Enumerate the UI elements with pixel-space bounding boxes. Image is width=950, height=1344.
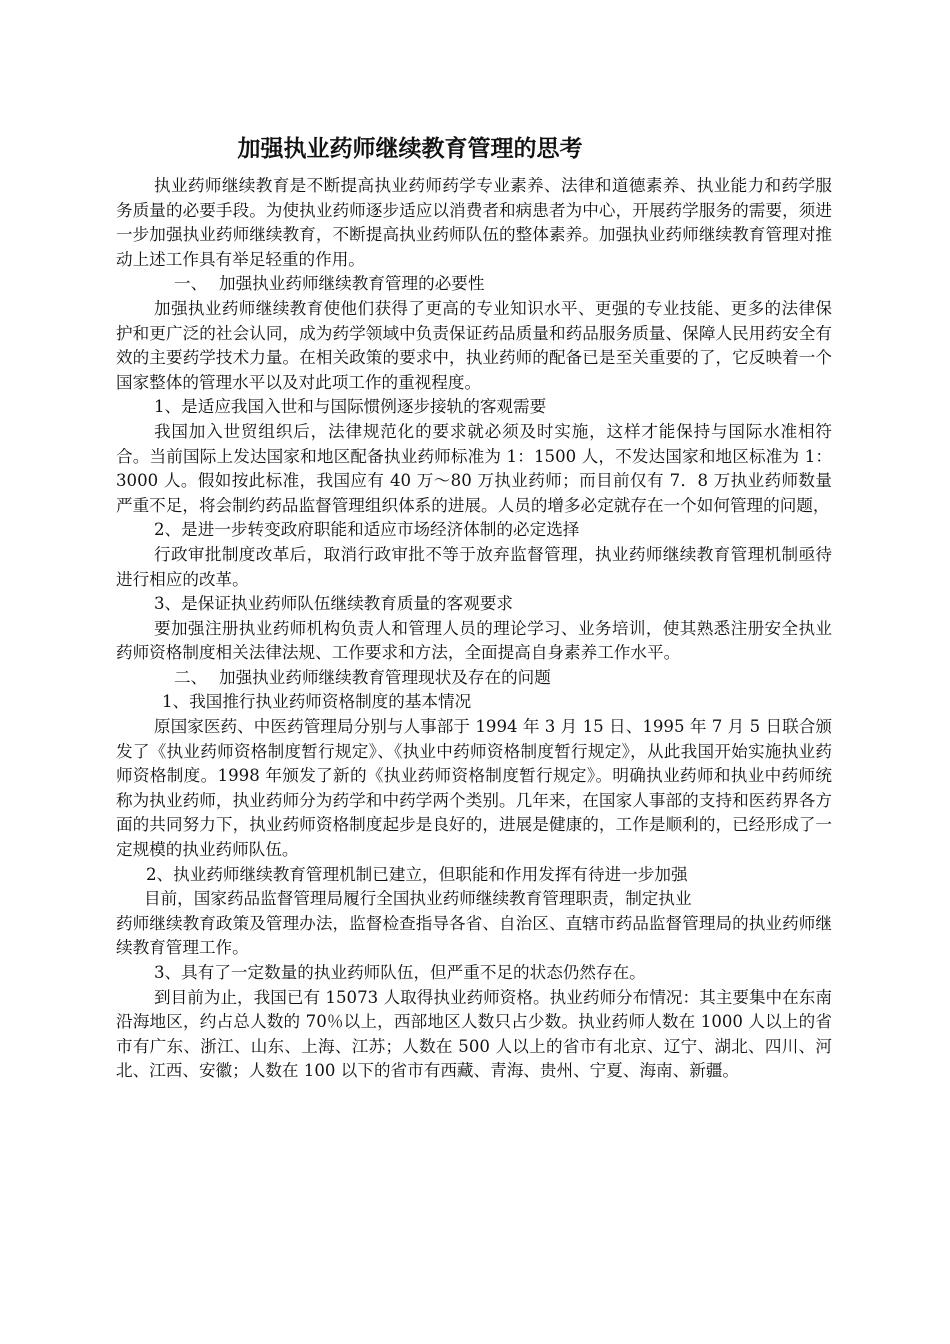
- subsection-2-3-heading: 3、具有了一定数量的执业药师队伍，但严重不足的状态仍然存在。: [154, 963, 646, 982]
- subsection-2-2-paragraph-rest: 药师继续教育政策及管理办法，监督检查指导各省、自治区、直辖市药品监督管理局的执业药师继续教育管理工作。: [116, 913, 832, 958]
- section-1-number: 一、: [174, 274, 208, 294]
- subsection-1-3-paragraph: 要加强注册执业药师机构负责人和管理人员的理论学习、业务培训，使其熟悉注册安全执业药师资格制度相关法律法规、工作要求和方法，全面提高自身素养工作水平。: [116, 618, 832, 663]
- subsection-1-1-paragraph: 我国加入世贸组织后，法律规范化的要求就必须及时实施，这样才能保持与国际水准相符合。当前国际上发达国家和地区配备执业药师标准为 1：1500 人，不发达国家和地区标准为 1：3000 人。假如按此标准，我国应有 40 万～80 万执业药师；而目前仅有 7．8 万执业药师数量严重不足，将会制约药品监督管理组织体系的进展。人员的增多必定就存在一个如何管理的问题，: [116, 421, 832, 515]
- subsection-1-2-heading: 2、是进一步转变政府职能和适应市场经济体制的必定选择: [154, 520, 580, 540]
- section-2-heading: [116, 666, 832, 691]
- subsection-2-2-paragraph-line1: 目前，国家药品监督管理局履行全国执业药师继续教育管理职责，制定执业: [144, 889, 692, 909]
- subsection-2-3-paragraph: 到目前为止，我国已有 15073 人取得执业药师资格。执业药师分布情况：其主要集中在东南沿海地区，约占总人数的 70％以上，西部地区人数只占少数。执业药师人数在 1000 人以上的省市有广东、浙江、山东、上海、江苏；人数在 500 人以上的省市有北京、辽宁、湖北、四川、河北、江西、安徽；人数在 100 以下的省市有西藏、青海、贵州、宁夏、海南、新疆。: [116, 987, 832, 1081]
- document-body: [116, 174, 832, 1084]
- section-2-title: 加强执业药师继续教育管理现状及存在的问题: [219, 667, 551, 687]
- subsection-2-1-heading: 1、我国推行执业药师资格制度的基本情况: [162, 692, 472, 712]
- subsection-1-3-heading: 3、是保证执业药师队伍继续教育质量的客观要求: [154, 594, 514, 614]
- subsection-2-1-paragraph: 原国家医药、中医药管理局分别与人事部于 1994 年 3 月 15 日、1995 年 7 月 5 日联合颁发了《执业药师资格制度暂行规定》、《执业中药师资格制度暂行规定》，从此我国开始实施执业药师资格制度。1998 年颁发了新的《执业药师资格制度暂行规定》。明确执业药师和执业中药师统称为执业药师，执业药师分为药学和中药学两个类别。几年来，在国家人事部的支持和医药界各方面的共同努力下，执业药师资格制度起步是良好的，进展是健康的，工作是顺利的，已经形成了一定规模的执业药师队伍。: [116, 717, 832, 860]
- document-title: 加强执业药师继续教育管理的思考: [237, 136, 583, 162]
- subsection-1-2-paragraph: 行政审批制度改革后，取消行政审批不等于放弃监督管理，执业药师继续教育管理机制亟待进行相应的改革。: [116, 544, 832, 589]
- section-1-paragraph: 加强执业药师继续教育使他们获得了更高的专业知识水平、更强的专业技能、更多的法律保护和更广泛的社会认同，成为药学领域中负责保证药品质量和药品服务质量、保障人民用药安全有效的主要药学技术力量。在相关政策的要求中，执业药师的配备已是至关重要的了，它反映着一个国家整体的管理水平以及对此项工作的重视程度。: [116, 298, 832, 392]
- section-1-heading: [116, 272, 832, 297]
- section-1-title: 加强执业药师继续教育管理的必要性: [219, 274, 485, 294]
- subsection-2-2-heading: 2、执业药师继续教育管理机制已建立，但职能和作用发挥有待进一步加强: [146, 864, 688, 884]
- section-2-number: 二、: [174, 667, 208, 687]
- subsection-1-1-heading: 1、是适应我国入世和与国际惯例逐步接轨的客观需要: [154, 397, 547, 417]
- intro-paragraph: 执业药师继续教育是不断提高执业药师药学专业素养、法律和道德素养、执业能力和药学服务质量的必要手段。为使执业药师逐步适应以消费者和病患者为中心，开展药学服务的需要，须进一步加强执业药师继续教育，不断提高执业药师队伍的整体素养。加强执业药师继续教育管理对推动上述工作具有举足轻重的作用。: [116, 176, 832, 269]
